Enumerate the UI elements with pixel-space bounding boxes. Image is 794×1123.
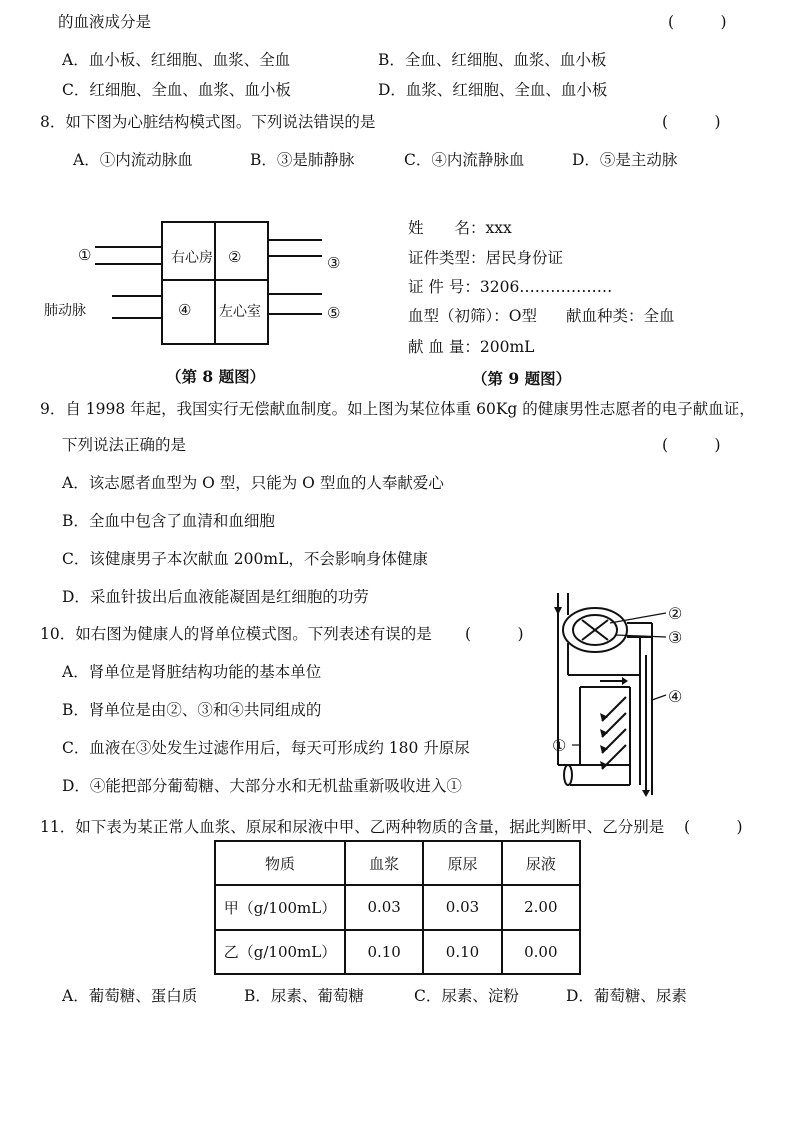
table-header: 血浆 bbox=[345, 841, 423, 885]
option-d: D．采血针拔出后血液能凝固是红细胞的功劳 bbox=[62, 588, 369, 606]
option-c: C．该健康男子本次献血 200mL，不会影响身体健康 bbox=[62, 550, 428, 568]
table-cell: 0.10 bbox=[345, 930, 423, 974]
option-d: D．④能把部分葡萄糖、大部分水和无机盐重新吸收进入① bbox=[62, 777, 462, 795]
option-d: D．葡萄糖、尿素 bbox=[566, 987, 687, 1005]
card-id-type: 证件类型：居民身份证 bbox=[408, 249, 564, 267]
option-a: A．①内流动脉血 bbox=[73, 151, 193, 169]
option-a: A．肾单位是肾脏结构功能的基本单位 bbox=[62, 663, 322, 681]
option-d: D．⑤是主动脉 bbox=[572, 151, 678, 169]
table-cell: 2.00 bbox=[502, 885, 580, 929]
card-donation-type: 献血种类：全血 bbox=[566, 307, 675, 325]
label-3: ③ bbox=[668, 628, 683, 647]
answer-paren: ( ) bbox=[662, 436, 721, 454]
figure-8-caption: （第 8 题图） bbox=[166, 367, 266, 386]
question-10-stem: 10．如右图为健康人的肾单位模式图。下列表述有误的是 bbox=[40, 625, 432, 643]
table-header: 尿液 bbox=[502, 841, 580, 885]
option-c: C．红细胞、全血、血浆、血小板 bbox=[62, 81, 291, 99]
table-cell: 0.03 bbox=[345, 885, 423, 929]
label-1: ① bbox=[78, 246, 92, 264]
nephron-diagram bbox=[540, 585, 700, 810]
label-5: ⑤ bbox=[327, 304, 341, 322]
card-id-number: 证 件 号：3206……………… bbox=[408, 278, 613, 296]
right-atrium-label: 右心房 bbox=[171, 250, 213, 266]
table-cell: 甲（g/100mL） bbox=[215, 885, 345, 929]
heart-diagram bbox=[40, 210, 380, 390]
card-blood-type: 血型（初筛）：O型 bbox=[408, 307, 537, 325]
question-9-stem: 9．自 1998 年起，我国实行无偿献血制度。如上图为某位体重 60Kg 的健康男性志愿者的电子献血证， bbox=[40, 400, 755, 418]
option-b: B．全血中包含了血清和血细胞 bbox=[62, 512, 275, 530]
label-2: ② bbox=[228, 248, 242, 266]
table-row bbox=[215, 885, 580, 929]
table-cell: 0.03 bbox=[423, 885, 501, 929]
substance-table bbox=[214, 840, 581, 975]
option-a: A．葡萄糖、蛋白质 bbox=[62, 987, 198, 1005]
answer-paren: ( ) bbox=[684, 818, 743, 836]
question-11-stem: 11．如下表为某正常人血浆、原尿和尿液中甲、乙两种物质的含量，据此判断甲、乙分别是 bbox=[40, 818, 665, 836]
option-b: B．③是肺静脉 bbox=[250, 151, 355, 169]
table-cell: 乙（g/100mL） bbox=[215, 930, 345, 974]
option-c: C．④内流静脉血 bbox=[404, 151, 525, 169]
table-cell: 0.10 bbox=[423, 930, 501, 974]
answer-paren: ( ) bbox=[465, 625, 524, 643]
table-header: 原尿 bbox=[423, 841, 501, 885]
option-a: A．血小板、红细胞、血浆、全血 bbox=[62, 51, 291, 69]
option-b: B．全血、红细胞、血浆、血小板 bbox=[378, 51, 607, 69]
table-row bbox=[215, 930, 580, 974]
label-4: ④ bbox=[178, 301, 192, 319]
left-ventricle-label: 左心室 bbox=[219, 304, 261, 320]
table-cell: 0.00 bbox=[502, 930, 580, 974]
label-1: ① bbox=[552, 736, 567, 755]
label-3: ③ bbox=[327, 254, 341, 272]
option-b: B．肾单位是由②、③和④共同组成的 bbox=[62, 701, 322, 719]
answer-paren: ( ) bbox=[662, 113, 721, 131]
table-header: 物质 bbox=[215, 841, 345, 885]
question-7-stem-tail: 的血液成分是 bbox=[58, 13, 152, 31]
question-8-stem: 8．如下图为心脏结构模式图。下列说法错误的是 bbox=[40, 113, 376, 131]
card-name: 姓 名：xxx bbox=[408, 219, 512, 237]
label-2: ② bbox=[668, 604, 683, 623]
pulmonary-artery-label: 肺动脉 bbox=[44, 303, 86, 319]
card-volume: 献 血 量：200mL bbox=[408, 338, 535, 356]
label-4: ④ bbox=[668, 687, 683, 706]
figure-9-caption: （第 9 题图） bbox=[472, 369, 572, 388]
table-header-row bbox=[215, 841, 580, 885]
option-a: A．该志愿者血型为 O 型，只能为 O 型血的人奉献爱心 bbox=[62, 474, 444, 492]
option-b: B．尿素、葡萄糖 bbox=[244, 987, 364, 1005]
option-c: C．尿素、淀粉 bbox=[414, 987, 519, 1005]
option-c: C．血液在③处发生过滤作用后，每天可形成约 180 升原尿 bbox=[62, 739, 470, 757]
option-d: D．血浆、红细胞、全血、血小板 bbox=[378, 81, 608, 99]
question-9-stem-continued: 下列说法正确的是 bbox=[62, 436, 187, 454]
answer-paren: ( ) bbox=[668, 13, 727, 31]
